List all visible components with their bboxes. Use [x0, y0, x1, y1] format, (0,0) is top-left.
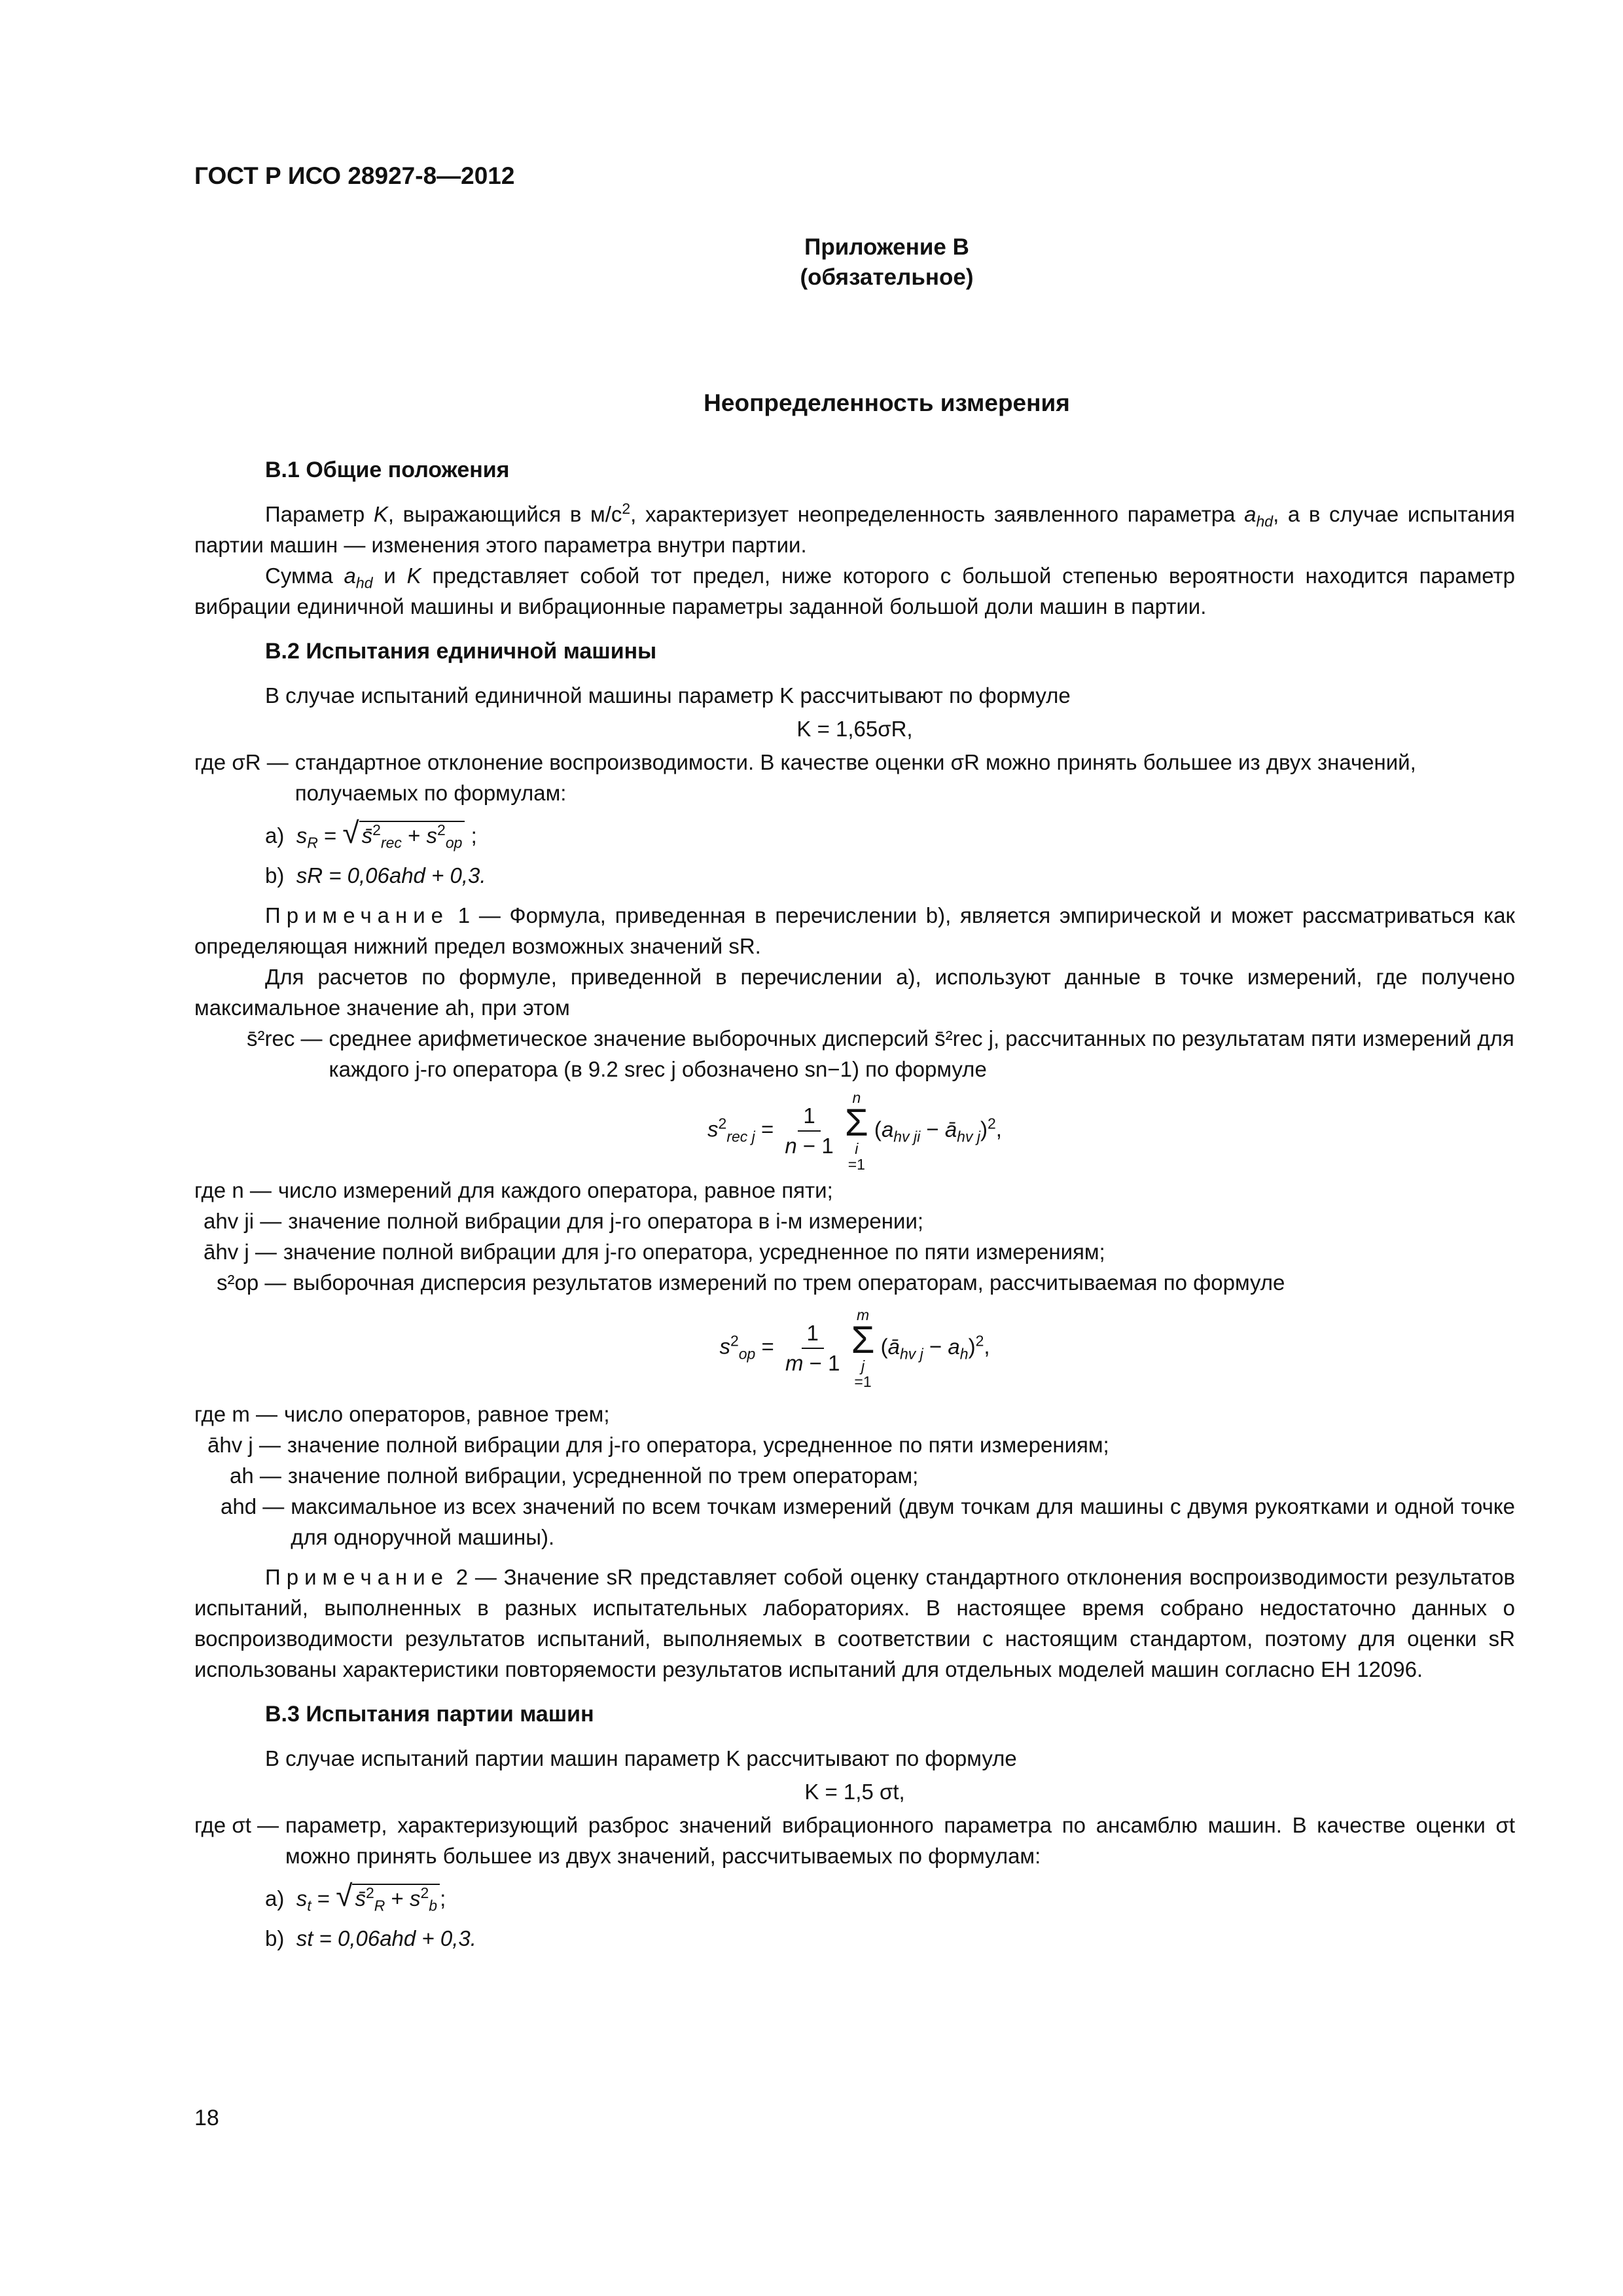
section-heading-b2: В.2 Испытания единичной машины	[265, 639, 657, 664]
definition-ahv-j-2: āhv j — значение полной вибрации для j-го оператора, усредненное по пяти измерениям;	[207, 1433, 1109, 1457]
formula-k-batch: K = 1,5 σt,	[804, 1780, 905, 1804]
formula-k-single: K = 1,65σR,	[796, 717, 913, 741]
paragraph-b3-1: В случае испытаний партии машин параметр K рассчитывают по формуле	[265, 1746, 1017, 1770]
formula-sop: $s^2_{op}$ = $\frac{1}{m - 1}$ m Σ j =1 $(ā_{hv j} - a_h)^2$,	[719, 1306, 990, 1390]
document-header: ГОСТ Р ИСО 28927-8—2012	[194, 162, 515, 189]
document-body	[194, 455, 1515, 1954]
definition-sigma-t: где σt — параметр, характеризующий разброс значений вибрационного параметра по ансамблю машин. В качестве оценки σt можно принять большее из двух значений, рассчитываемых по формулам:	[194, 1813, 1515, 1868]
paragraph-b2-1: В случае испытаний единичной машины параметр K рассчитывают по формуле	[265, 683, 1071, 708]
definition-ahd: ahd — максимальное из всех значений по всем точкам измерений (двум точкам для машины с двумя рукоятками и одной точке для одноручной машины).	[221, 1494, 1515, 1549]
definition-m: где m — число операторов, равное трем;	[194, 1402, 610, 1426]
definition-srec: s̄²rec — среднее арифметическое значение выборочных дисперсий s̄²rec j, рассчитанных по результатам пяти измерений для каждого j-го оператора (в 9.2 srec j обозначено sn−1) по формуле	[247, 1026, 1514, 1081]
formula-item-b-batch: b) st = 0,06ahd + 0,3.	[265, 1926, 476, 1950]
paragraph-b1-1: Параметр K, выражающийся в $м/с^2$, характеризует неопределенность заявленного параметра $a_{hd}$, а в случае испытания партии машин — изменения этого параметра внутри партии.	[194, 500, 1515, 557]
definition-ahv-ji: ahv ji — значение полной вибрации для j-го оператора в i-м измерении;	[204, 1209, 924, 1233]
section-heading-b3: В.3 Испытания партии машин	[265, 1702, 594, 1727]
formula-item-a-batch: a) $s_t$ = √ s̄$^2_R$ + $s^2_b$ ;	[265, 1878, 446, 1914]
formula-item-b: b) sR = 0,06ahd + 0,3.	[265, 863, 486, 888]
definitions-list-1	[194, 1175, 1515, 1298]
annex-block	[173, 232, 1623, 293]
formula-item-a: a) $s_R$ = √ s̄$^2_{rec}$ + $s^2_{op}$ ;	[265, 816, 477, 852]
definition-n: где n — число измерений для каждого оператора, равное пяти;	[194, 1178, 833, 1202]
formula-srec: $s^2_{rec j}$ = $\frac{1}{n - 1}$ n Σ i =1 ($a_{hv ji}$ − $ā_{hv j})^2$,	[707, 1089, 1002, 1173]
definition-ah: ah — значение полной вибрации, усредненной по трем операторам;	[230, 1463, 919, 1488]
annex-heading: Неопределенность измерения	[704, 389, 1070, 416]
annex-title: Приложение В	[804, 234, 969, 260]
note-1: Примечание 1 — Формула, приведенная в перечислении b), является эмпирической и может рассматриваться как определяющая нижний предел возможных значений sR.	[194, 903, 1515, 958]
annex-status: (обязательное)	[800, 264, 974, 290]
definitions-list-2	[194, 1399, 1515, 1552]
definition-sigma-r: где σR — стандартное отклонение воспроизводимости. В качестве оценки σR можно принять большее из двух значений, получаемых по формулам:	[194, 750, 1416, 805]
note-2: Примечание 2 — Значение sR представляет собой оценку стандартного отклонения воспроизводимости результатов испытаний, выполненных в разных испытательных лабораториях. В настоящее время собрано недостаточно данных о воспроизводимости результатов испытаний, выполняемых в соответствии с настоящим стандартом, поэтому для оценки sR использованы характеристики повторяемости результатов испытаний для отдельных моделей машин согласно ЕН 12096.	[194, 1565, 1515, 1681]
section-heading-b1: В.1 Общие положения	[265, 457, 510, 482]
definition-sop: s²op — выборочная дисперсия результатов измерений по трем операторам, рассчитываемая по формуле	[217, 1270, 1285, 1295]
paragraph-b2-2: Для расчетов по формуле, приведенной в перечислении а), используют данные в точке измерений, где получено максимальное значение ah, при этом	[194, 965, 1515, 1020]
definition-ahv-j: āhv j — значение полной вибрации для j-го оператора, усредненное по пяти измерениям;	[204, 1240, 1105, 1264]
page-number: 18	[194, 2106, 219, 2130]
paragraph-b1-2: Сумма $a_{hd}$ и K представляет собой тот предел, ниже которого с большой степенью вероятности находится параметр вибрации единичной машины и вибрационные параметры заданной большой доли машин в партии.	[194, 564, 1516, 619]
